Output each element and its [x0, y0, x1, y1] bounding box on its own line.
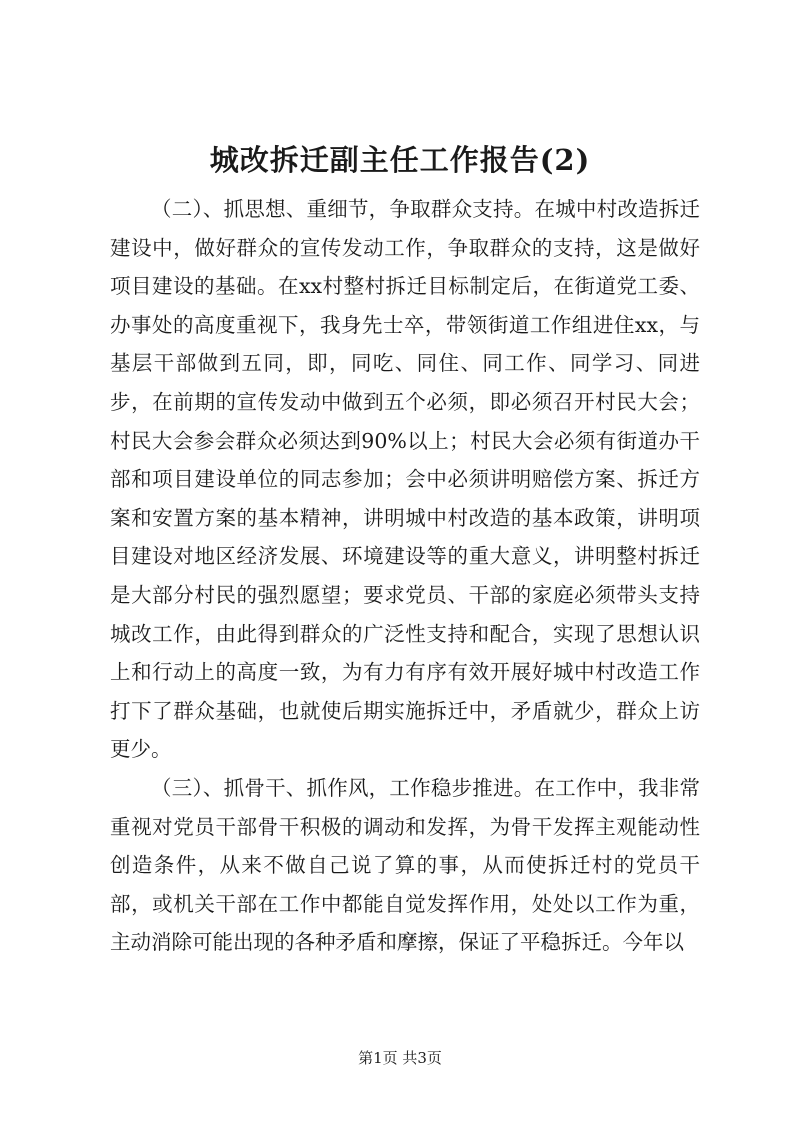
paragraph-2: （三）、抓骨干、抓作风，工作稳步推进。在工作中，我非常重视对党员干部骨干积极的调动和发挥，为骨干发挥主观能动性创造条件，从来不做自己说了算的事，从而使拆迁村的党员干部，或机关干部在工作中都能自觉发挥作用，处处以工作为重，主动消除可能出现的各种矛盾和摩擦，保证了平稳拆迁。今年以	[110, 775, 700, 955]
paragraph-1: （二）、抓思想、重细节，争取群众支持。在城中村改造拆迁建设中，做好群众的宣传发动工作，争取群众的支持，这是做好项目建设的基础。在xx村整村拆迁目标制定后，在街道党工委、办事处的高度重视下，我身先士卒，带领街道工作组进住xx，与基层干部做到五同，即，同吃、同住、同工作、同学习、同进步，在前期的宣传发动中做到五个必须，即必须召开村民大会；村民大会参会群众必须达到90%以上；村民大会必须有街道办干部和项目建设单位的同志参加；会中必须讲明赔偿方案、拆迁方案和安置方案的基本精神，讲明城中村改造的基本政策，讲明项目建设对地区经济发展、环境建设等的重大意义，讲明整村拆迁是大部分村民的强烈愿望；要求党员、干部的家庭必须带头支持城改工作，由此得到群众的广泛性支持和配合，实现了思想认识上和行动上的高度一致，为有力有序有效开展好城中村改造工作打下了群众基础，也就使后期实施拆迁中，矛盾就少，群众上访更少。	[110, 197, 700, 762]
document-title: 城改拆迁副主任工作报告(2)	[209, 143, 591, 177]
page-footer: 第1页 共3页	[358, 1049, 442, 1067]
document-body	[110, 190, 700, 962]
